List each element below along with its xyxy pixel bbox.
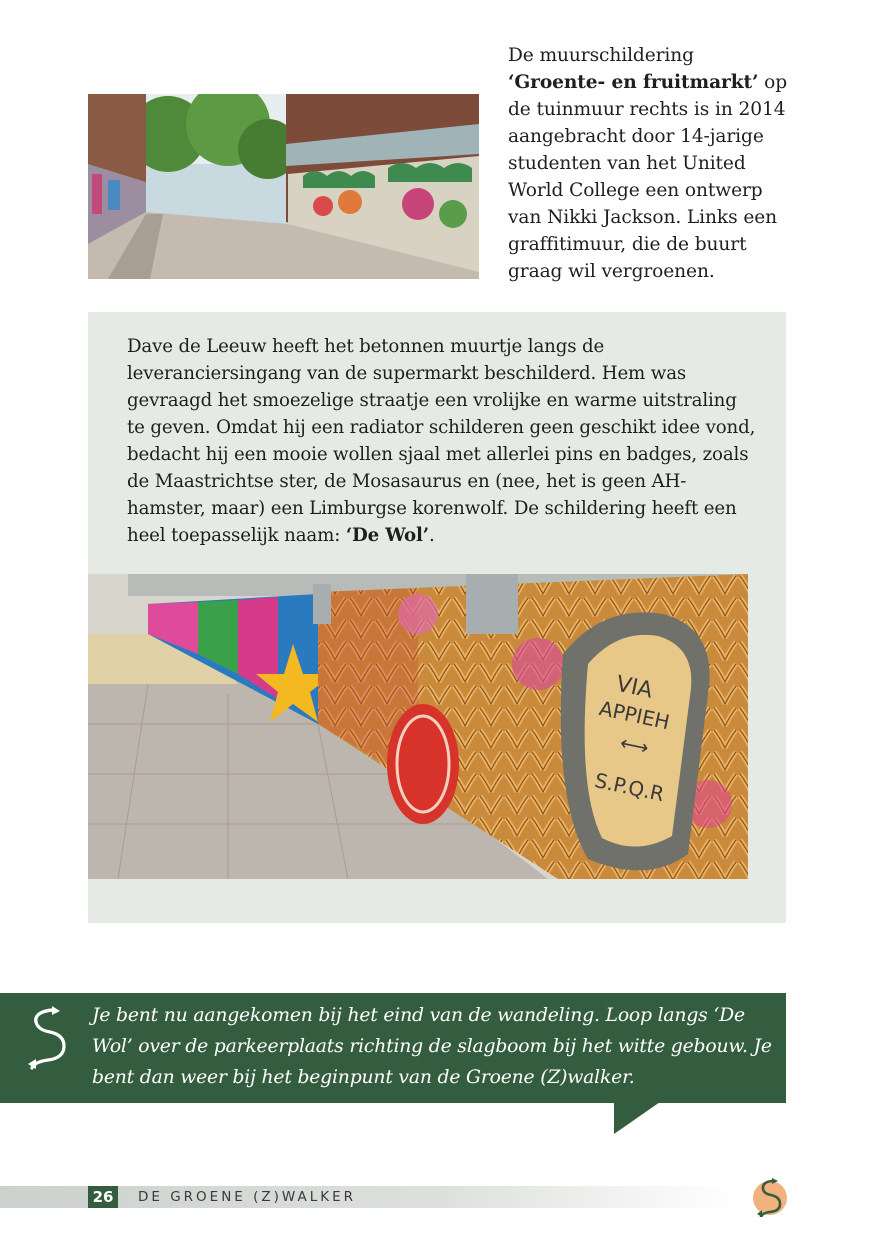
footer-title: DE GROENE (Z)WALKER bbox=[138, 1189, 357, 1205]
banner-text: Je bent nu aangekomen bij het eind van de wandeling. Loop langs ‘De Wol’ over de parkeerplaats richting de slagboom bij het witte gebouw. Je bent dan weer bij het beginpunt van de Groene (Z)walker. bbox=[92, 1005, 772, 1088]
svg-text:⟷: ⟷ bbox=[617, 730, 651, 760]
street-mural-photo bbox=[88, 94, 479, 279]
info-box-text: Dave de Leeuw heeft het betonnen muurtje langs de leveranciersingang van de supermarkt beschilderd. Hem was gevraagd het smoezelige straatje een vrolijke en warme uitstraling te geven. Omdat hij een radiator schilderen geen geschikt idee vond, bedacht hij een mooie wollen sjaal met allerlei pins en badges, zoals de Maastrichtse ster, de Mosasaurus en (nee, het is geen AH-hamster, maar) een Limburgse korenwolf. De schildering heeft een heel toepasselijk naam: bbox=[127, 336, 756, 546]
info-box-paragraph bbox=[127, 333, 757, 549]
mural-badge-via: VIA bbox=[613, 671, 655, 704]
info-box-end: . bbox=[428, 525, 435, 546]
intro-rest: op de tuinmuur rechts is in 2014 aangebracht door 14-jarige studenten van het United World College een ontwerp van Nikki Jackson. Links een graffitimuur, die de buurt graag wil vergroenen. bbox=[508, 72, 788, 282]
mural-badge-spqr: S.P.Q.R bbox=[592, 768, 667, 807]
mural-name-bold: ‘Groente- en fruitmarkt’ bbox=[508, 72, 759, 93]
mural-badge-appieh: APPIEH bbox=[597, 695, 672, 735]
intro-line1: De muurschildering bbox=[508, 45, 694, 66]
de-wol-mural-photo bbox=[88, 574, 748, 879]
zwalker-route-icon bbox=[22, 1006, 74, 1076]
page-number: 26 bbox=[88, 1186, 118, 1208]
de-wol-bold: ‘De Wol’ bbox=[345, 525, 429, 546]
zwalker-logo-icon bbox=[750, 1177, 788, 1217]
intro-paragraph bbox=[508, 42, 798, 285]
banner-speech-tail bbox=[614, 1102, 660, 1134]
